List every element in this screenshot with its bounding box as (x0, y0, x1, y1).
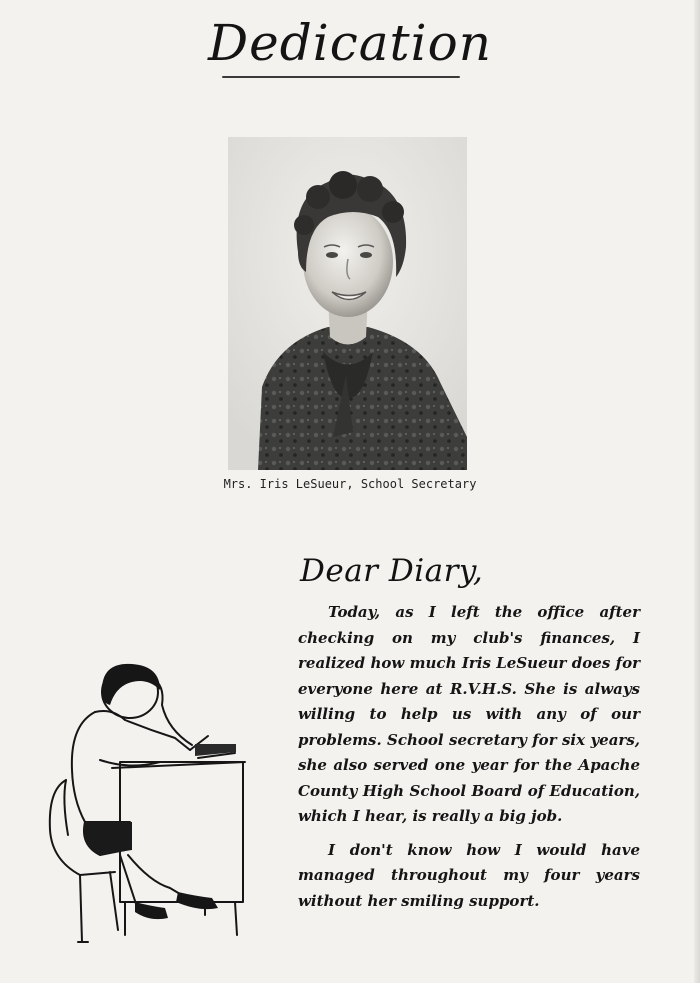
letter-body (298, 600, 640, 922)
portrait-image (228, 137, 467, 470)
letter-paragraph: Today, as I left the office after checking on my club's finances, I realized how much Iris LeSueur does for everyone here at R.V.H.S. She is always willing to help us with any of our problems. School secretary for six years, she also served one year for the Apache County High School Board of Education, which I hear, is really a big job. (298, 603, 640, 825)
title-flourish (222, 76, 460, 78)
portrait-photo (228, 137, 467, 470)
student-at-desk-sketch (40, 650, 255, 950)
page-title: Dedication (208, 14, 492, 72)
photo-caption: Mrs. Iris LeSueur, School Secretary (223, 477, 477, 491)
letter-greeting: Dear Diary, (300, 553, 484, 589)
page-edge (694, 0, 700, 983)
letter-paragraph: I don't know how I would have managed throughout my four years without her smiling support. (298, 840, 640, 910)
